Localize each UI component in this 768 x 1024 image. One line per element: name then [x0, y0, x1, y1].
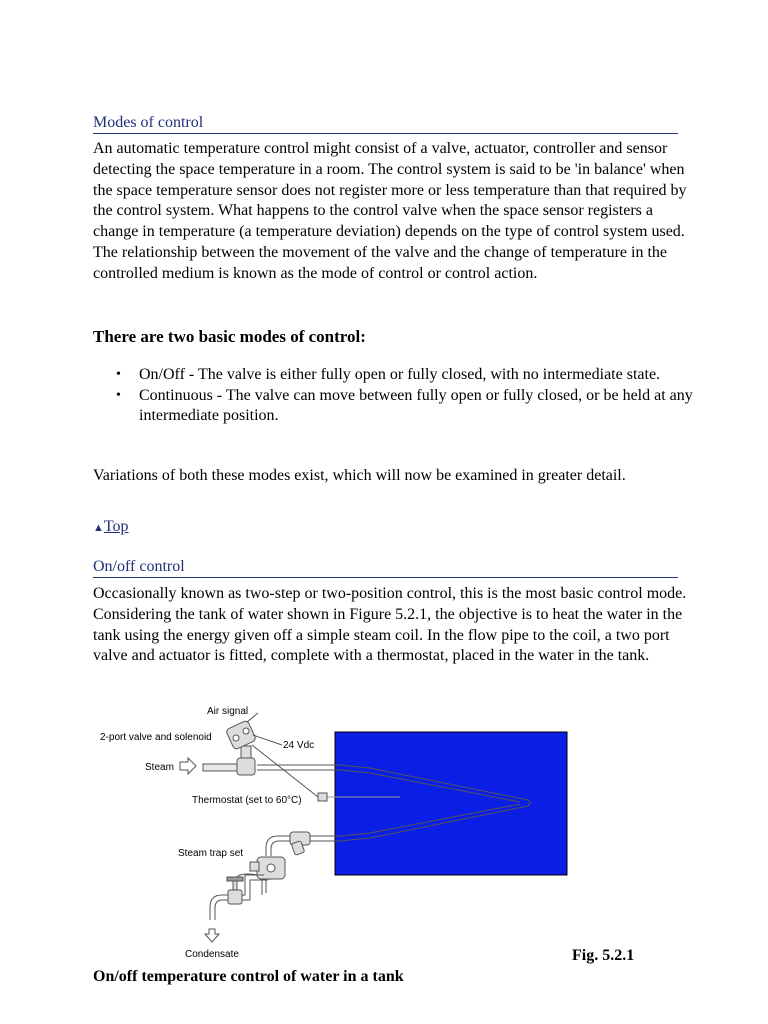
label-steam: Steam: [145, 762, 174, 773]
variations-paragraph: Variations of both these modes exist, which will now be examined in greater detail.: [93, 467, 626, 484]
top-link-label: Top: [103, 518, 129, 535]
steam-trap: [250, 857, 285, 879]
steam-arrow-icon: [180, 758, 196, 774]
bullet-icon: •: [116, 367, 121, 382]
basic-modes-heading: There are two basic modes of control:: [93, 327, 366, 346]
bullet-text-onoff: On/Off - The valve is either fully open or fully closed, with no intermediate state.: [139, 366, 661, 383]
label-thermostat: Thermostat (set to 60°C): [192, 795, 302, 806]
label-24vdc: 24 Vdc: [283, 740, 315, 751]
label-condensate: Condensate: [185, 949, 239, 960]
modes-heading: Modes of control: [93, 114, 678, 134]
up-triangle-icon: ▲: [93, 522, 104, 534]
strainer: [290, 832, 310, 855]
label-valve-solenoid: 2-port valve and solenoid: [100, 732, 212, 743]
condensate-arrow-icon: [205, 929, 219, 942]
figure-caption: On/off temperature control of water in a tank: [93, 968, 404, 985]
bullet-icon: •: [116, 387, 121, 403]
label-steam-trap: Steam trap set: [178, 848, 244, 859]
modes-intro-paragraph: An automatic temperature control might consist of a valve, actuator, controller and sensor detecting the space temperature in a room. The control system is said to be 'in balance' when the space temperature sensor does not register more or less temperature than that required by the control system. What happens to the control valve when the space sensor registers a change in temperature (a temperature deviation) depends on the type of control system used. The relationship between the movement of the valve and the change of temperature in the controlled medium is known as the mode of control or control action.: [93, 140, 687, 282]
steam-inlet-pipe: [203, 764, 239, 771]
label-air-signal: Air signal: [207, 706, 249, 717]
figure-label: Fig. 5.2.1: [572, 947, 635, 964]
bullet-text-continuous: Continuous - The valve can move between fully open or fully closed, or be held at any intermediate position.: [139, 386, 693, 424]
isolation-valve: [227, 877, 243, 904]
water-tank: [335, 732, 567, 875]
onoff-heading: On/off control: [93, 558, 678, 578]
onoff-body-paragraph: Occasionally known as two-step or two-position control, this is the most basic control mode. Considering the tank of water shown in Figure 5.2.1, the objective is to heat the water in the tank using the energy given off a simple steam coil. In the flow pipe to the coil, a two port valve and actuator is fitted, complete with a thermostat, placed in the water in the tank.: [93, 585, 687, 665]
